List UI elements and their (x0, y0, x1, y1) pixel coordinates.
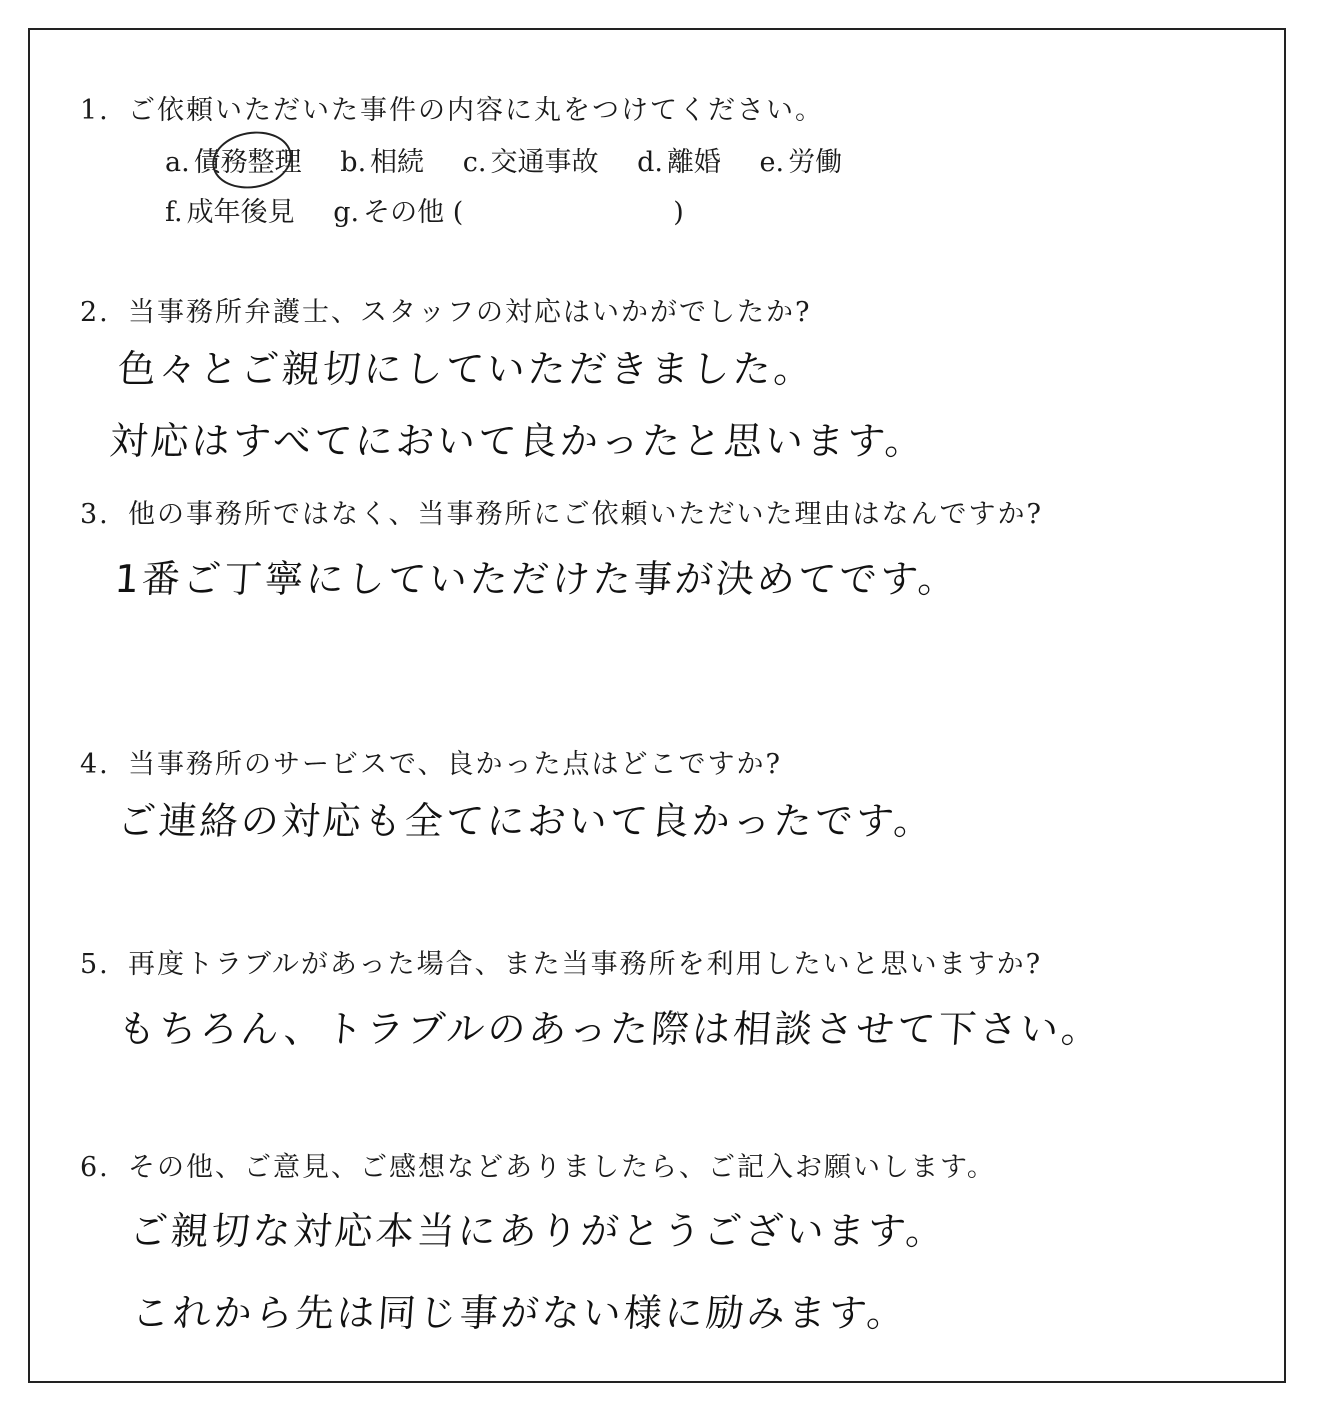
handwritten-answer-5-line-1: もちろん、トラブルのあった際は相談させて下さい。 (116, 1007, 1104, 1051)
question-text: 当事務所弁護士、スタッフの対応はいかがでしたか? (128, 297, 812, 328)
options-row-2 (165, 190, 714, 229)
question-number: 2. (80, 297, 110, 328)
handwritten-answer-3-line-1: 1番ご丁寧にしていただけた事が決めてです。 (113, 557, 961, 601)
handwritten-answer-2-line-1: 色々とご親切にしていただきました。 (116, 347, 817, 391)
option-b-inheritance[interactable]: b. 相続 (340, 147, 425, 178)
handwritten-answer-4-line-1: ご連絡の対応も全てにおいて良かったです。 (116, 799, 937, 843)
question-number: 4. (80, 749, 110, 780)
option-e-labor[interactable]: e. 労働 (759, 147, 843, 178)
option-d-divorce[interactable]: d. 離婚 (637, 147, 721, 178)
handwritten-answer-6-line-2: これから先は同じ事がない様に励みます。 (130, 1291, 910, 1335)
handwritten-answer-2-line-2: 対応はすべてにおいて良かったと思います。 (108, 419, 928, 463)
question-number: 3. (80, 499, 110, 530)
handwritten-answer-6-line-1: ご親切な対応本当にありがとうございます。 (128, 1209, 949, 1253)
question-5 (80, 942, 1042, 981)
question-1 (80, 88, 824, 127)
paren-open: ( (452, 197, 464, 228)
option-a-debt[interactable]: a. 債務整理 (165, 147, 302, 178)
paren-close: ) (673, 197, 684, 228)
question-4 (80, 742, 782, 781)
question-text: ご依頼いただいた事件の内容に丸をつけてください。 (128, 95, 824, 126)
question-6 (80, 1145, 996, 1184)
option-g-other[interactable]: g. その他 ( ) (333, 197, 684, 228)
question-text: 他の事務所ではなく、当事務所にご依頼いただいた理由はなんですか? (128, 499, 1043, 530)
question-2 (80, 290, 811, 329)
question-number: 1. (80, 95, 110, 126)
question-text: 再度トラブルがあった場合、また当事務所を利用したいと思いますか? (128, 949, 1043, 980)
question-3 (80, 492, 1043, 531)
option-f-guardianship[interactable]: f. 成年後見 (165, 197, 295, 228)
option-c-traffic-accident[interactable]: c. 交通事故 (462, 147, 599, 178)
question-number: 6. (80, 1152, 110, 1183)
question-text: 当事務所のサービスで、良かった点はどこですか? (128, 749, 782, 780)
question-number: 5. (80, 949, 110, 980)
question-text: その他、ご意見、ご感想などありましたら、ご記入お願いします。 (128, 1152, 996, 1183)
